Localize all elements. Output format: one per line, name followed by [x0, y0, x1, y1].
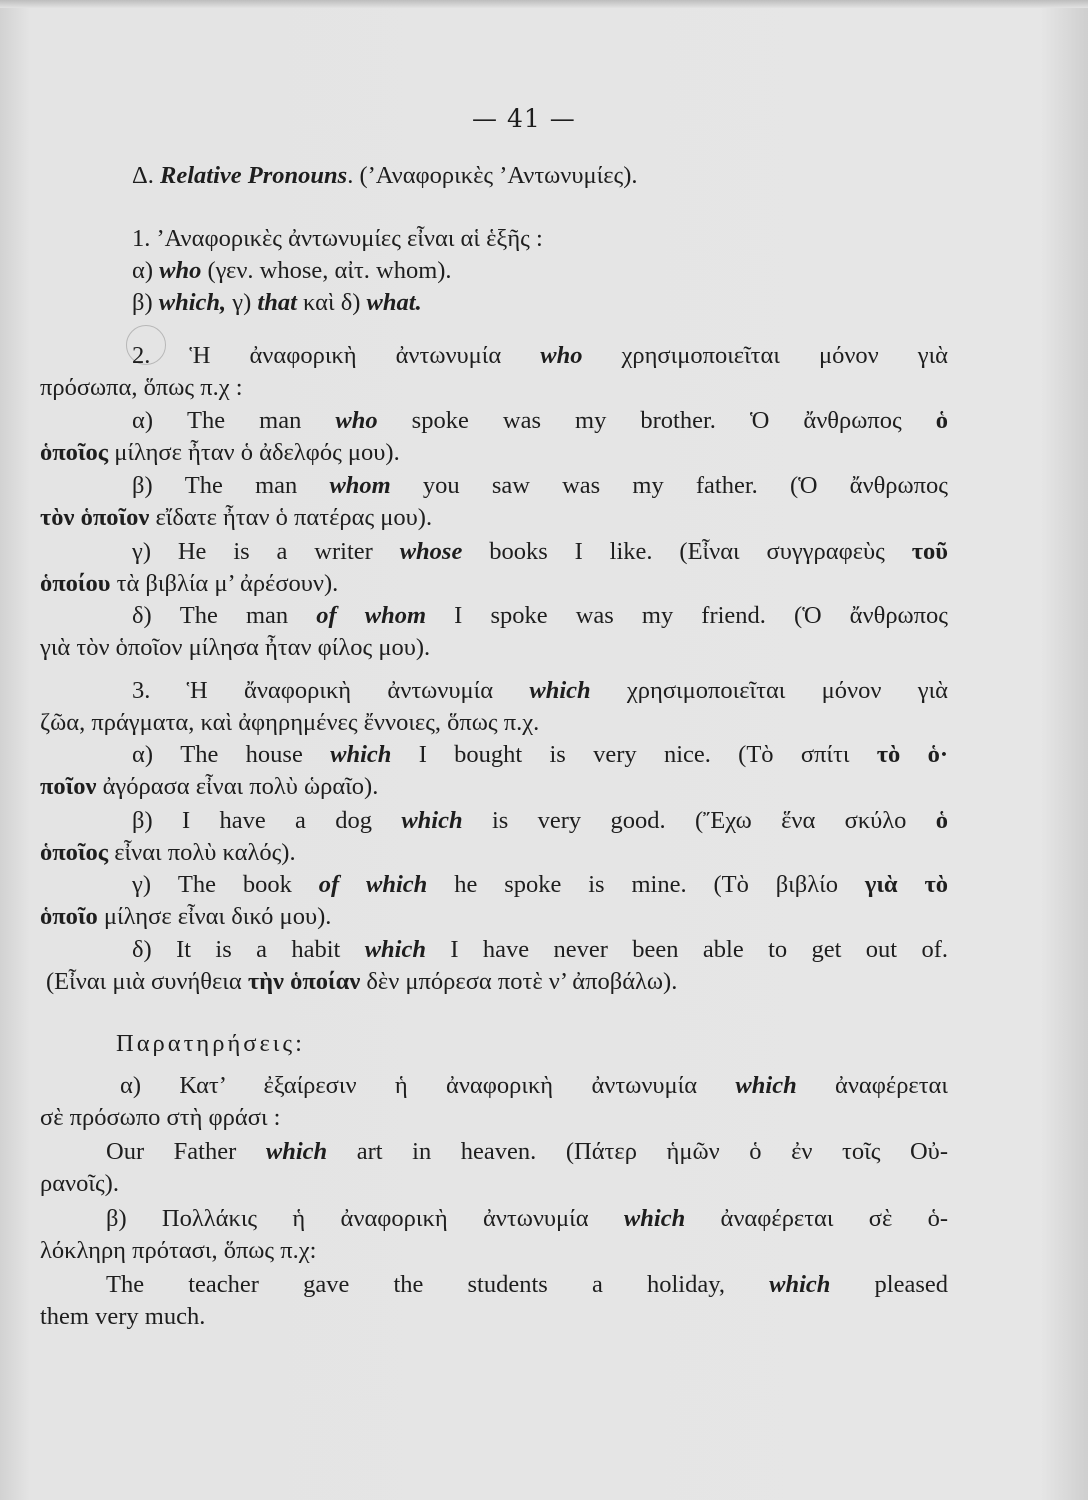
note-b-example: The teacher gave the students a holiday, which pleased — [106, 1271, 949, 1298]
example-3c: γ) The book of which he spoke is mine. (Τὸ βιβλίο γιὰ τὸ — [132, 871, 949, 898]
example-3b: β) I have a dog which is very good. (Ἔχω ἕνα σκύλο ὁ — [132, 807, 949, 834]
rule-2-cont: πρόσωπα, ὅπως π.χ : — [40, 374, 243, 401]
note-b-example-cont: them very much. — [40, 1303, 206, 1330]
notes-heading: Παρατηρήσεις: — [116, 1030, 305, 1057]
note-a-example: Our Father which art in heaven. (Πάτερ ἡμῶν ὁ ἐν τοῖς Οὐ- — [106, 1138, 948, 1165]
example-3b-cont: ὁποῖος εἶναι πολὺ καλός). — [40, 839, 296, 866]
example-2b-cont: τὸν ὁποῖον εἴδατε ἦταν ὁ πατέρας μου). — [40, 504, 433, 531]
note-a: α) Κατ’ ἐξαίρεσιν ἡ ἀναφορικὴ ἀντωνυμία which ἀναφέρεται — [120, 1072, 948, 1099]
rule-3-cont: ζῶα, πράγματα, καὶ ἀφηρημένες ἔννοιες, ὅπως π.χ. — [40, 709, 540, 736]
example-3a-cont: ποῖον ἀγόρασα εἶναι πολὺ ὡραῖο). — [40, 773, 379, 800]
rule-1: 1. ’Αναφορικὲς ἀντωνυμίες εἶναι αἱ ἑξῆς : — [132, 225, 543, 252]
page-number: — 41 — — [472, 104, 576, 133]
example-3c-cont: ὁποῖο μίλησε εἶναι δικό μου). — [40, 903, 332, 930]
example-3a: α) The house which I bought is very nice. (Τὸ σπίτι τὸ ὁ· — [132, 741, 949, 768]
rule-1-a: α) who (γεν. whose, αἰτ. whom). — [132, 257, 452, 284]
example-2b: β) The man whom you saw was my father. (Ὁ ἄνθρωπος — [132, 472, 948, 499]
page-top-edge — [0, 0, 1088, 8]
rule-2: 2. Ἡ ἀναφορικὴ ἀντωνυμία who χρησιμοποιεῖται μόνον γιὰ — [132, 342, 949, 369]
section-heading: Δ. Relative Pronouns. (’Αναφορικὲς ’Αντωνυμίες). — [132, 162, 638, 189]
note-a-cont: σὲ πρόσωπο στὴ φράσι : — [40, 1104, 281, 1131]
example-2d: δ) The man of whom I spoke was my friend. (Ὁ ἄνθρωπος — [132, 602, 948, 629]
example-2c-cont: ὁποίου τὰ βιβλία μ’ ἀρέσουν). — [40, 570, 339, 597]
example-2a: α) The man who spoke was my brother. Ὁ ἄνθρωπος ὁ — [132, 407, 948, 434]
example-2d-cont: γιὰ τὸν ὁποῖον μίλησα ἦταν φίλος μου). — [40, 634, 431, 661]
example-2a-cont: ὁποῖος μίλησε ἦταν ὁ ἀδελφός μου). — [40, 439, 400, 466]
example-2c: γ) He is a writer whose books I like. (Εἶναι συγγραφεὺς τοῦ — [132, 538, 948, 565]
note-a-example-cont: ρανοῖς). — [40, 1170, 119, 1197]
rule-1-b: β) which, γ) that καὶ δ) what. — [132, 289, 422, 316]
example-3d: δ) It is a habit which I have never been able to get out of. — [132, 936, 949, 963]
rule-3: 3. Ἡ ἄναφορικὴ ἀντωνυμία which χρησιμοποιεῖται μόνον γιὰ — [132, 677, 949, 704]
example-3d-cont: (Εἶναι μιὰ συνήθεια τὴν ὁποίαν δὲν μπόρεσα ποτὲ ν’ ἀποβάλω). — [46, 968, 678, 995]
note-b-cont: λόκληρη πρότασι, ὅπως π.χ: — [40, 1237, 317, 1264]
note-b: β) Πολλάκις ἡ ἀναφορικὴ ἀντωνυμία which ἀναφέρεται σὲ ὁ- — [106, 1205, 948, 1232]
